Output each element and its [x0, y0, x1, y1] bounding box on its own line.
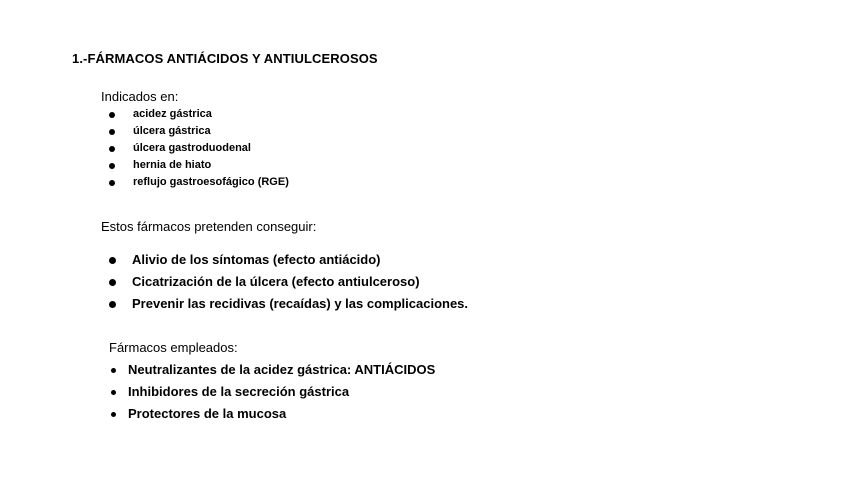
list-item-text: Inhibidores de la secreción gástrica — [128, 384, 350, 399]
bullet-icon — [111, 368, 116, 373]
list-item — [109, 106, 289, 123]
list-item — [109, 359, 435, 381]
list-item-text: reflujo gastroesofágico (RGE) — [133, 176, 289, 188]
list-item — [109, 293, 468, 315]
list-item-text: Alivio de los síntomas (efecto antiácido) — [132, 252, 381, 267]
list-item-text: úlcera gástrica — [133, 125, 211, 137]
list-item — [109, 381, 435, 403]
list-item — [109, 174, 289, 191]
bullet-icon — [109, 146, 115, 152]
list-item — [109, 271, 468, 293]
goals-label: Estos fármacos pretenden conseguir: — [101, 219, 317, 234]
goals-list — [109, 249, 468, 315]
bullet-icon — [109, 257, 116, 264]
bullet-icon — [111, 412, 116, 417]
list-item-text: hernia de hiato — [133, 159, 212, 171]
bullet-icon — [109, 180, 115, 186]
list-item — [109, 157, 289, 174]
bullet-icon — [109, 129, 115, 135]
list-item — [109, 123, 289, 140]
bullet-icon — [109, 112, 115, 118]
list-item-text: Cicatrización de la úlcera (efecto antiulceroso) — [132, 274, 420, 289]
list-item — [109, 403, 435, 425]
list-item-text: úlcera gastroduodenal — [133, 142, 251, 154]
drugs-label: Fármacos empleados: — [109, 340, 238, 355]
list-item — [109, 249, 468, 271]
bullet-icon — [109, 279, 116, 286]
list-item-text: Prevenir las recidivas (recaídas) y las complicaciones. — [132, 296, 469, 311]
list-item-text: Protectores de la mucosa — [128, 406, 287, 421]
list-item-text: acidez gástrica — [133, 108, 212, 120]
bullet-icon — [109, 163, 115, 169]
bullet-icon — [109, 301, 116, 308]
indications-label: Indicados en: — [101, 89, 179, 104]
list-item-text: Neutralizantes de la acidez gástrica: ANTIÁCIDOS — [128, 362, 436, 377]
list-item — [109, 140, 289, 157]
drugs-list — [109, 359, 435, 425]
indications-list — [109, 106, 289, 191]
bullet-icon — [111, 390, 116, 395]
slide-title: 1.-FÁRMACOS ANTIÁCIDOS Y ANTIULCEROSOS — [72, 51, 378, 66]
